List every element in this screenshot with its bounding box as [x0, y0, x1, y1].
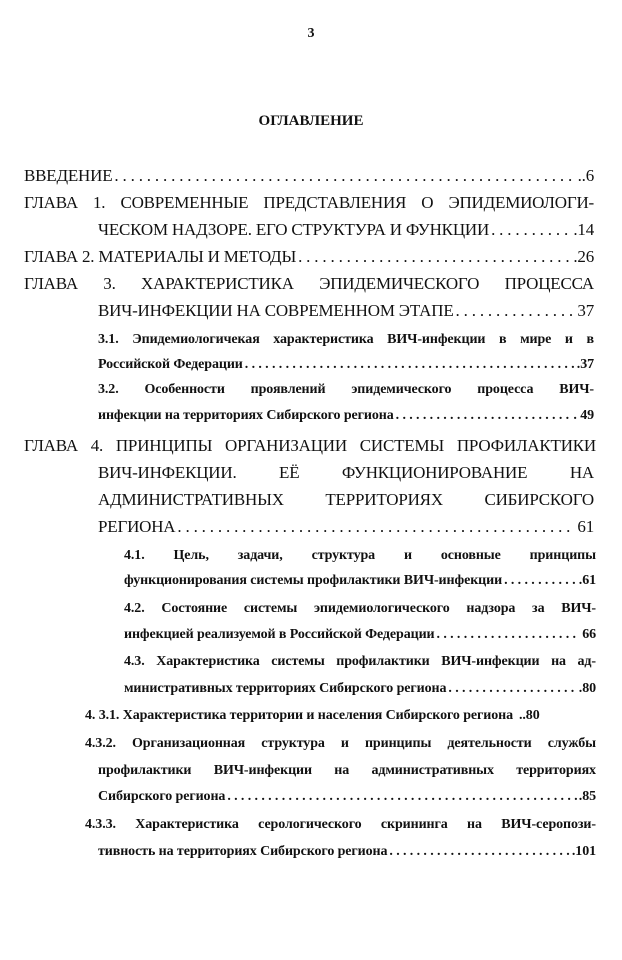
toc-entry-text: инфекцией реализуемой в Российской Федерации	[124, 627, 435, 642]
toc-entry-text: ГЛАВА 2. МАТЕРИАЛЫ И МЕТОДЫ	[24, 247, 297, 266]
toc-entry-text	[24, 193, 594, 213]
word: СОВРЕМЕННЫЕ	[120, 193, 249, 212]
word: эпидемического	[351, 382, 452, 397]
toc-entry-text: ВВЕДЕНИЕ	[24, 166, 113, 185]
word: Цель,	[173, 548, 209, 563]
toc-entry-page: 61	[577, 517, 594, 536]
toc-entry-text: инфекции на территориях Сибирского региона	[98, 408, 394, 423]
word: 4.3.3.	[85, 817, 116, 832]
word: 4.3.2.	[85, 736, 116, 751]
word: ВИЧ-серопози-	[501, 817, 596, 832]
word: ЕЁ	[279, 463, 300, 482]
toc-entry-section-3-1-cont[interactable]	[98, 357, 594, 373]
word: надзора	[466, 601, 516, 616]
word: основные	[440, 548, 501, 563]
word: ПРОФИЛАКТИКИ	[456, 436, 596, 455]
toc-entry-text: министративных территориях Сибирского региона	[124, 681, 447, 696]
word: профилактики	[98, 763, 192, 778]
word: Особенности	[144, 382, 225, 397]
dot-leader	[389, 844, 569, 860]
toc-entry-text	[85, 817, 596, 833]
toc-entry-text: тивность на территориях Сибирского региона	[98, 844, 388, 859]
toc-entry-text	[98, 763, 596, 779]
word: 4.	[90, 436, 104, 455]
toc-entry-text: ВИЧ-ИНФЕКЦИИ НА СОВРЕМЕННОМ ЭТАПЕ	[98, 301, 454, 320]
word: структура	[261, 736, 325, 751]
toc-entry-section-4-2-cont[interactable]	[124, 627, 596, 643]
word: мире	[520, 332, 552, 347]
toc-entry-page: ..6	[577, 166, 594, 185]
word: за	[532, 601, 545, 616]
word: ЭПИДЕМИОЛОГИ-	[448, 193, 594, 212]
dot-leader	[396, 408, 572, 424]
toc-entry-text: Российской Федерации	[98, 357, 243, 372]
word: и	[340, 736, 349, 751]
word: в	[499, 332, 507, 347]
word: ФУНКЦИОНИРОВАНИЕ	[341, 463, 528, 482]
toc-entry-text	[98, 490, 594, 510]
toc-entry-chapter-4-cont-3[interactable]	[98, 517, 594, 537]
toc-entry-page: .14	[573, 220, 594, 239]
word: территориях	[516, 763, 596, 778]
word: административных	[371, 763, 494, 778]
word: на	[334, 763, 350, 778]
word: ХАРАКТЕРИСТИКА	[141, 274, 294, 293]
word: ВИЧ-	[559, 382, 594, 397]
toc-entry-page: . 49	[573, 408, 594, 423]
word: ГЛАВА	[24, 193, 78, 212]
toc-entry-text	[24, 274, 594, 294]
toc-entry-introduction[interactable]	[24, 166, 594, 186]
word: эпидемиологического	[313, 601, 450, 616]
toc-title: ОГЛАВЛЕНИЕ	[258, 113, 364, 129]
dot-leader	[504, 573, 577, 589]
toc-entry-section-4-1-cont[interactable]	[124, 573, 596, 589]
dot-leader	[298, 247, 571, 267]
word: Характеристика	[156, 654, 260, 669]
word: ПРЕДСТАВЛЕНИЯ	[263, 193, 407, 212]
word: ВИЧ-	[561, 601, 596, 616]
toc-entry-text	[98, 332, 594, 348]
dot-leader	[448, 681, 576, 697]
toc-entry-text: 4. 3.1. Характеристика территории и населения Сибирского региона	[85, 708, 513, 723]
word: профилактики	[336, 654, 430, 669]
toc-entry-text	[124, 548, 596, 564]
word: на	[551, 654, 566, 669]
word: СИСТЕМЫ	[359, 436, 445, 455]
word: АДМИНИСТРАТИВНЫХ	[98, 490, 284, 509]
toc-entry-text: функционирования системы профилактики ВИЧ-инфекции	[124, 573, 503, 588]
word: Характеристика	[135, 817, 239, 832]
word: структура	[311, 548, 376, 563]
toc-entry-text: РЕГИОНА	[98, 517, 176, 536]
dot-leader	[456, 301, 576, 321]
toc-entry-page: 66	[582, 627, 596, 642]
toc-entry-chapter-4-cont-1[interactable]	[98, 463, 594, 483]
page-number: 3	[307, 26, 315, 41]
toc-entry-section-4-3-3[interactable]	[85, 817, 596, 833]
word: на	[467, 817, 482, 832]
word: процесса	[477, 382, 534, 397]
toc-entry-page: .85	[578, 789, 596, 804]
toc-entry-chapter-1[interactable]	[24, 193, 594, 213]
word: ЭПИДЕМИЧЕСКОГО	[319, 274, 480, 293]
word: ВИЧ-инфекции	[213, 763, 312, 778]
word: ад-	[577, 654, 596, 669]
word: и	[564, 332, 573, 347]
dot-leader	[114, 166, 575, 186]
toc-entry-section-4-3-1[interactable]	[85, 708, 596, 724]
toc-entry-page: .101	[571, 844, 596, 859]
word: системы	[243, 601, 298, 616]
word: и	[403, 548, 412, 563]
word: СИБИРСКОГО	[484, 490, 594, 509]
word: 1.	[93, 193, 106, 212]
word: ВИЧ-инфекции	[387, 332, 486, 347]
word: 3.1.	[98, 332, 119, 347]
toc-entry-text	[24, 436, 596, 456]
dot-leader	[177, 517, 575, 537]
toc-entry-text	[124, 654, 596, 670]
word: скрининга	[380, 817, 448, 832]
word: 3.	[103, 274, 116, 293]
dot-leader	[245, 357, 575, 373]
toc-entry-section-4-3-2-cont-2[interactable]	[98, 789, 596, 805]
word: ГЛАВА	[24, 274, 78, 293]
toc-entry-section-3-1[interactable]	[98, 332, 594, 348]
toc-entry-text	[98, 382, 594, 398]
toc-entry-page: .80	[578, 681, 596, 696]
word: Эпидемиологичекая	[132, 332, 260, 347]
dot-leader	[227, 789, 576, 805]
word: задачи,	[237, 548, 283, 563]
word: 3.2.	[98, 382, 119, 397]
toc-entry-chapter-2[interactable]	[24, 247, 594, 267]
word: НА	[569, 463, 594, 482]
toc-entry-page: ..80	[519, 708, 540, 723]
toc-entry-text	[124, 601, 596, 617]
word: ВИЧ-ИНФЕКЦИИ.	[98, 463, 237, 482]
toc-entry-text	[98, 463, 594, 483]
word: системы	[271, 654, 325, 669]
toc-entry-section-4-2[interactable]	[124, 601, 596, 617]
toc-entry-page: .61	[578, 573, 596, 588]
toc-entry-section-3-2-cont[interactable]	[98, 408, 594, 424]
toc-entry-text	[85, 736, 596, 752]
word: 4.1.	[124, 548, 145, 563]
toc-entry-page: 37	[577, 301, 594, 320]
dot-leader	[491, 220, 571, 240]
word: проявлений	[250, 382, 326, 397]
word: Организационная	[132, 736, 246, 751]
toc-entry-section-4-3[interactable]	[124, 654, 596, 670]
toc-entry-text: Сибирского региона	[98, 789, 226, 804]
toc-entry-section-4-3-3-cont[interactable]	[98, 844, 596, 860]
toc-entry-chapter-3-cont[interactable]	[98, 301, 594, 321]
word: ПРОЦЕССА	[504, 274, 594, 293]
toc-entry-section-4-3-2[interactable]	[85, 736, 596, 752]
word: 4.3.	[124, 654, 145, 669]
word: ВИЧ-инфекции	[441, 654, 540, 669]
toc-entry-section-4-3-2-cont-1[interactable]	[98, 763, 596, 779]
toc-entry-section-4-3-cont[interactable]	[124, 681, 596, 697]
toc-entry-chapter-1-cont[interactable]	[98, 220, 594, 240]
word: службы	[547, 736, 596, 751]
word: ТЕРРИТОРИЯХ	[325, 490, 443, 509]
word: Состояние	[161, 601, 228, 616]
word: 4.2.	[124, 601, 145, 616]
toc-entry-section-3-2[interactable]	[98, 382, 594, 398]
word: деятельности	[447, 736, 532, 751]
word: принципы	[364, 736, 432, 751]
word: О	[421, 193, 434, 212]
word: характеристика	[273, 332, 374, 347]
word: ПРИНЦИПЫ	[115, 436, 213, 455]
toc-entry-chapter-4-cont-2[interactable]	[98, 490, 594, 510]
dot-leader	[437, 627, 581, 643]
word: ГЛАВА	[24, 436, 78, 455]
toc-entry-chapter-4[interactable]	[24, 436, 596, 456]
word: серологического	[258, 817, 362, 832]
word: ОРГАНИЗАЦИИ	[225, 436, 347, 455]
word: в	[586, 332, 594, 347]
toc-entry-section-4-1[interactable]	[124, 548, 596, 564]
toc-entry-page: .37	[576, 357, 594, 372]
toc-entry-page: .26	[573, 247, 594, 266]
word: принципы	[529, 548, 596, 563]
toc-entry-text: ЧЕСКОМ НАДЗОРЕ. ЕГО СТРУКТУРА И ФУНКЦИИ	[98, 220, 490, 239]
toc-entry-chapter-3[interactable]	[24, 274, 594, 294]
